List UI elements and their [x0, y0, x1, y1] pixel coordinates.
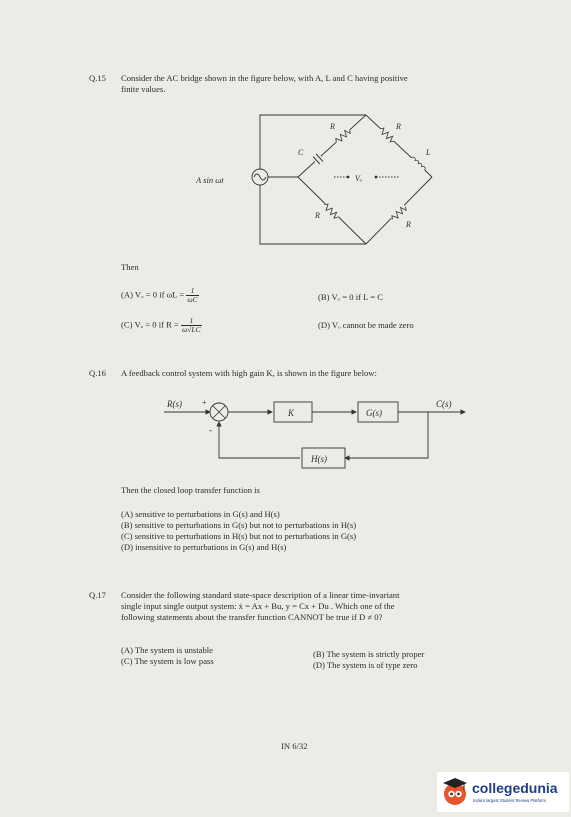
q15-option-a-fraction — [186, 287, 198, 304]
frac-denominator: ωC — [187, 295, 198, 304]
label-r-bottom: R — [315, 211, 320, 220]
k-label: K — [288, 408, 295, 418]
q16-option-a: (A) sensitive to perturbations in G(s) and H(s) — [121, 509, 280, 519]
label-l: L — [426, 148, 431, 157]
resistor-icon — [390, 205, 407, 222]
q15-option-c — [121, 317, 202, 334]
g-label: G(s) — [366, 408, 382, 418]
q15-text-line1: Consider the AC bridge shown in the figure below, with A, L and C having positive — [121, 73, 408, 83]
q15-option-a — [121, 287, 199, 304]
detector-node-right — [375, 176, 378, 179]
q16-option-d: (D) insensitive to perturbations in G(s) and H(s) — [121, 542, 287, 552]
minus-sign: - — [209, 425, 212, 435]
q17-option-b: (B) The system is strictly proper — [313, 649, 425, 659]
q16-option-b: (B) sensitive to perturbations in G(s) but not to perturbations in H(s) — [121, 520, 357, 530]
q15-option-c-fraction — [181, 317, 202, 334]
resistor-icon — [378, 127, 395, 144]
plus-sign: + — [202, 398, 207, 407]
summing-junction-icon — [210, 403, 228, 421]
q15-number: Q.15 — [89, 73, 106, 83]
bridge-bottom-wire — [260, 177, 366, 244]
q15-option-d: (D) Vₒ cannot be made zero — [318, 320, 414, 330]
q15-option-b: (B) Vₒ = 0 if L = C — [318, 292, 383, 302]
q16-number: Q.16 — [89, 368, 106, 378]
frac-numerator: 1 — [181, 317, 202, 326]
label-r-top: R — [330, 122, 335, 131]
detector-node-left — [347, 176, 350, 179]
q17-line1: Consider the following standard state-space description of a linear time-invariant — [121, 590, 400, 600]
inductor-icon — [411, 155, 428, 171]
label-c: C — [298, 148, 304, 157]
logo-tagline: India's largest Student Review Platform — [473, 798, 546, 803]
q15-option-c-text: (C) Vₒ = 0 if R = — [121, 319, 179, 330]
label-vo: Vₒ — [355, 174, 363, 183]
source-label: A sin ωt — [196, 175, 224, 185]
q17-line2: single input single output system: ẋ = Ax + Bu, y = Cx + Du . Which one of the — [121, 601, 395, 611]
bridge-top-wire — [260, 115, 366, 177]
feedback-block-diagram — [160, 393, 480, 473]
frac-numerator: 1 — [186, 287, 198, 296]
resistor-icon — [334, 128, 351, 145]
logo-brand-text: collegedunia — [472, 780, 558, 796]
q15-then: Then — [121, 262, 139, 272]
q17-option-d: (D) The system is of type zero — [313, 660, 418, 670]
h-label: H(s) — [311, 454, 327, 464]
q17-line3: following statements about the transfer function CANNOT be true if D ≠ 0? — [121, 612, 383, 622]
q17-number: Q.17 — [89, 590, 106, 600]
q16-then: Then the closed loop transfer function is — [121, 485, 260, 495]
q15-text-line2: finite values. — [121, 84, 166, 94]
resistor-icon — [322, 203, 339, 220]
label-r-bottom-right: R — [406, 220, 411, 229]
q16-option-c: (C) sensitive to perturbations in H(s) but not to perturbations in G(s) — [121, 531, 357, 541]
page-code: IN 6/32 — [281, 741, 308, 751]
output-label: C(s) — [436, 399, 452, 409]
graduate-cap-icon — [437, 774, 473, 810]
q17-option-c: (C) The system is low pass — [121, 656, 214, 666]
collegedunia-logo — [437, 772, 569, 812]
frac-denominator: ω√LC — [182, 325, 201, 334]
ac-bridge-figure — [180, 105, 440, 255]
q17-option-a: (A) The system is unstable — [121, 645, 213, 655]
q15-option-a-text: (A) Vₒ = 0 if ωL = — [121, 289, 185, 300]
input-label: R(s) — [167, 399, 182, 409]
q16-text: A feedback control system with high gain K, is shown in the figure below: — [121, 368, 377, 378]
label-r-top-right: R — [396, 122, 401, 131]
